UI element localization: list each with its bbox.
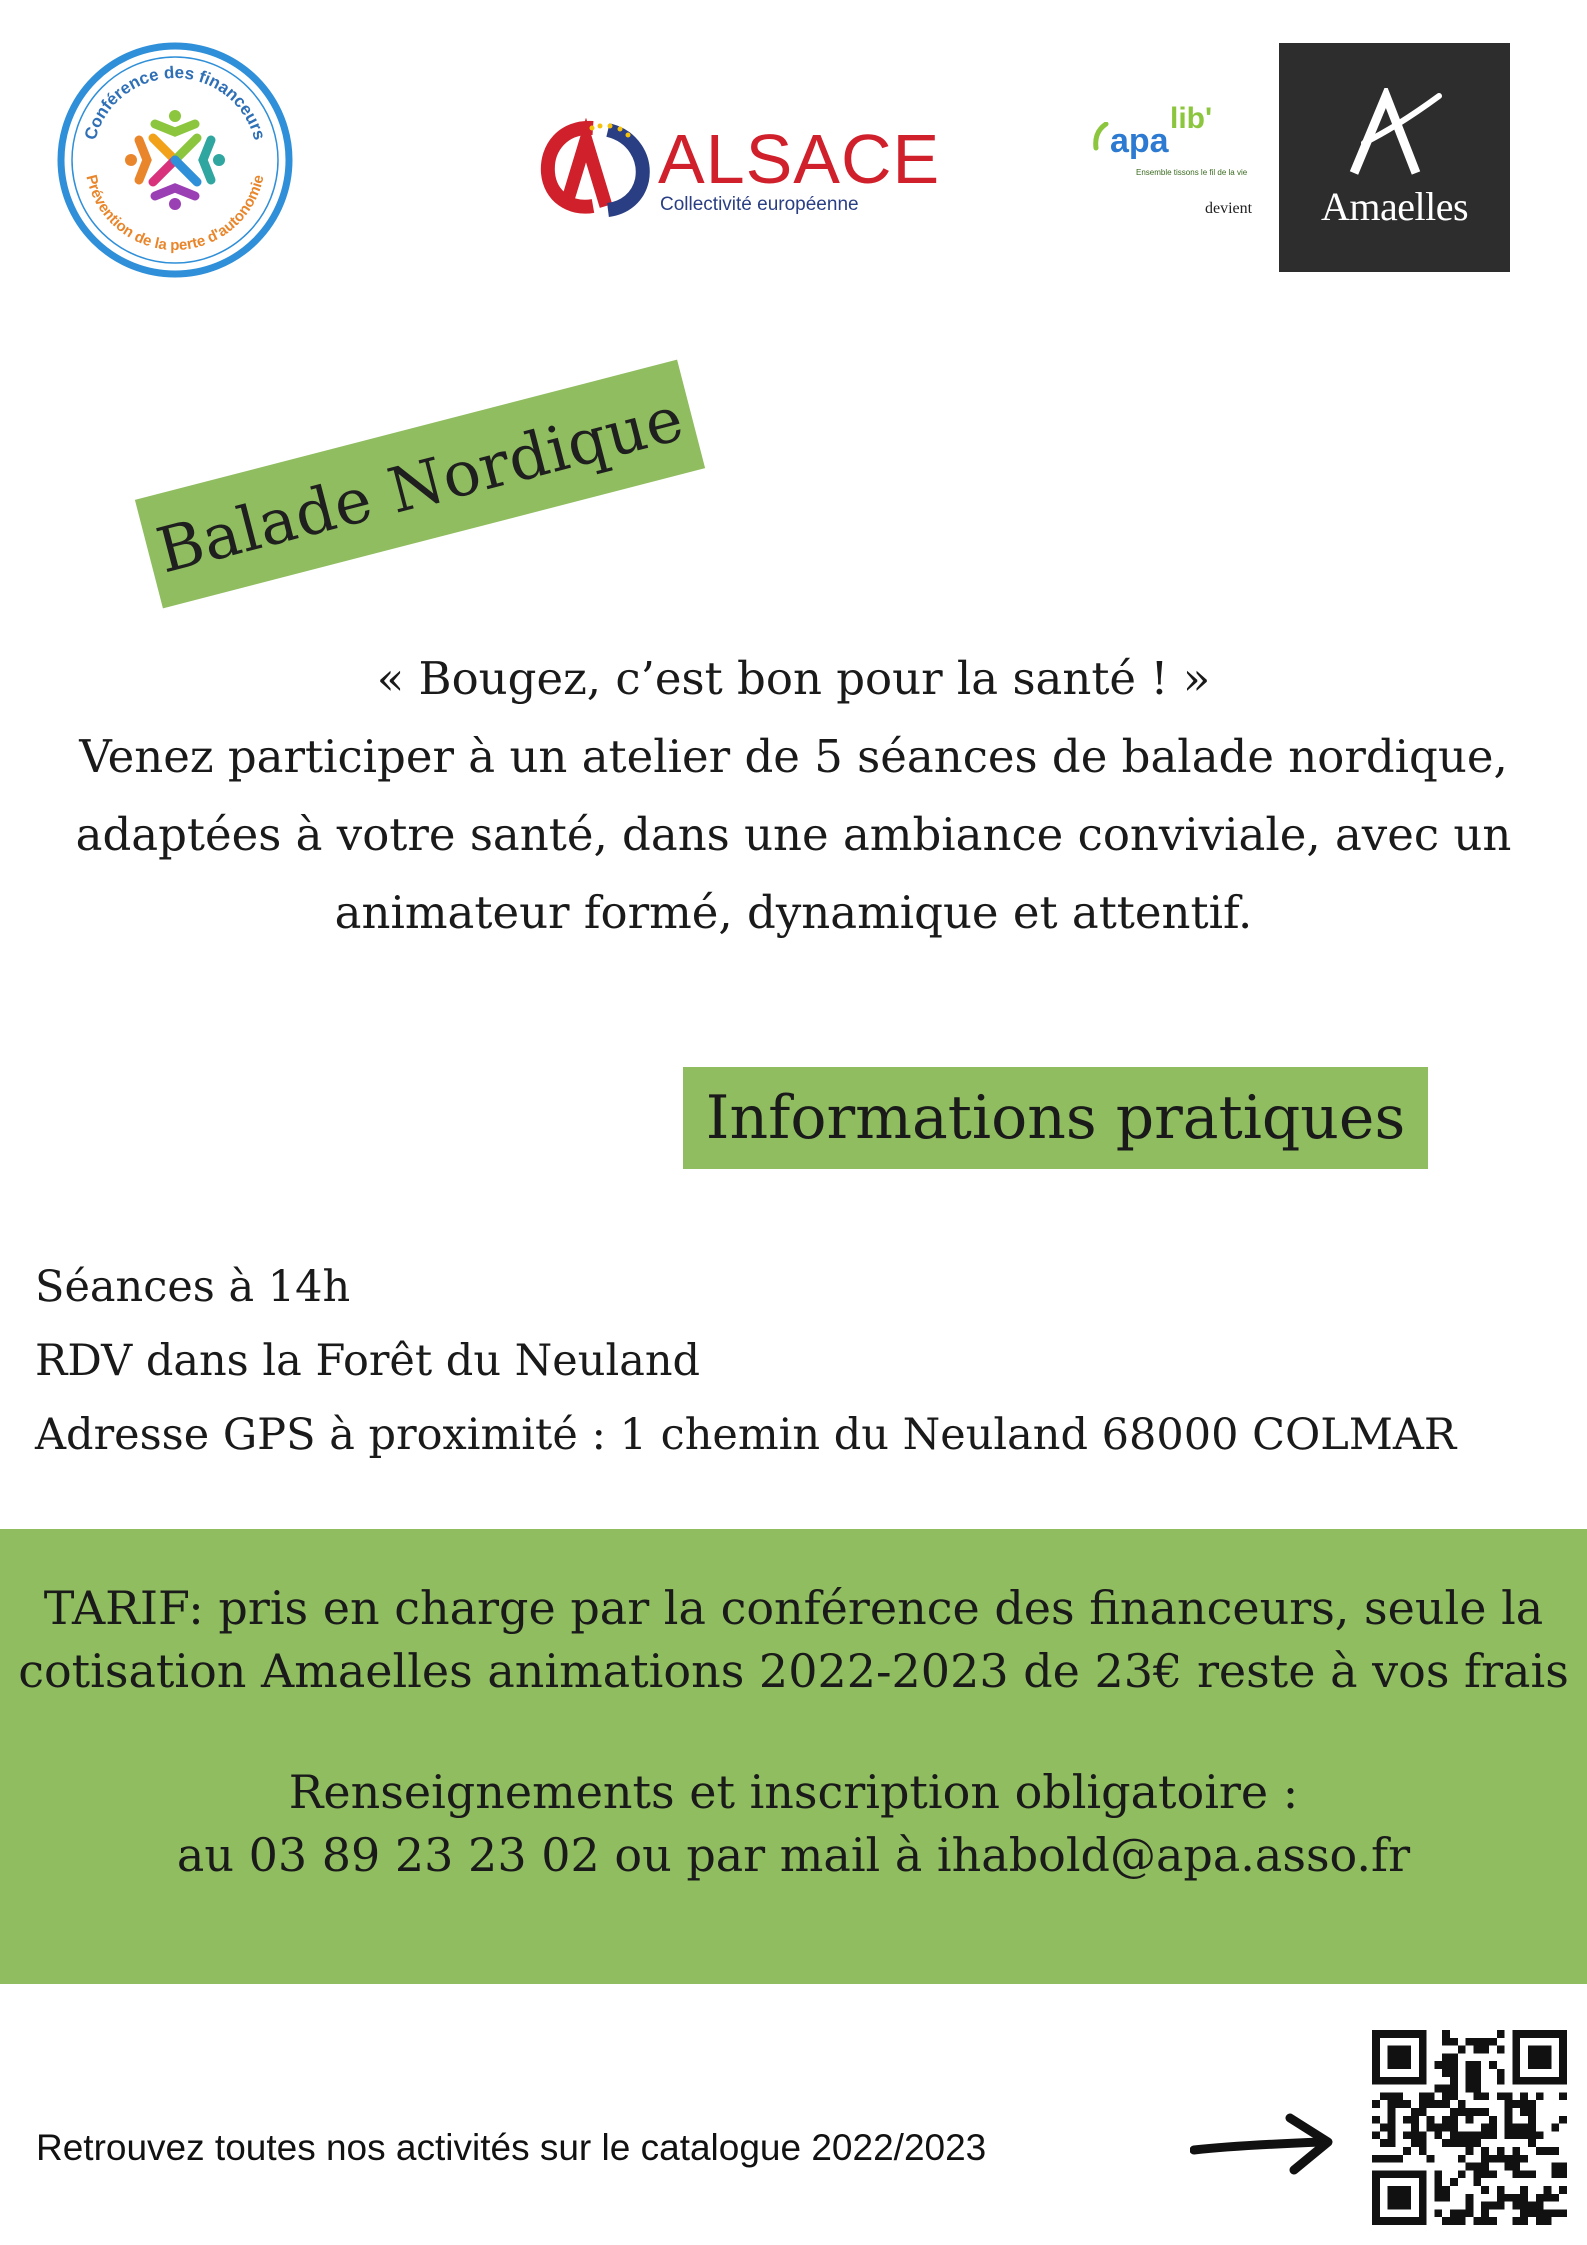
title-banner <box>135 360 705 609</box>
session-time: Séances à 14h <box>35 1262 351 1312</box>
apalib-apa-text: apa <box>1110 122 1169 160</box>
conference-top-text: Conférence des financeurs <box>80 62 270 143</box>
apalib-tagline: Ensemble tissons le fil de la vie <box>1136 168 1248 177</box>
intro-paragraph <box>60 640 1527 952</box>
practical-info <box>35 1250 1456 1472</box>
contact-block <box>0 1761 1587 1887</box>
tarif-block <box>0 1577 1587 1703</box>
intro-line: adaptées à votre santé, dans une ambiance conviviale, avec un <box>75 808 1512 861</box>
intro-line: animateur formé, dynamique et attentif. <box>334 886 1253 939</box>
qr-code-icon[interactable] <box>1372 2030 1567 2225</box>
intro-line: Venez participer à un atelier de 5 séances de balade nordique, <box>79 730 1508 783</box>
intro-slogan: « Bougez, c’est bon pour la santé ! » <box>376 652 1211 705</box>
amaelles-logo <box>1279 43 1510 272</box>
page-title: Balade Nordique <box>149 381 691 587</box>
tarif-line: TARIF: pris en charge par la conférence des financeurs, seule la <box>43 1581 1544 1635</box>
alsace-logo <box>538 118 941 228</box>
tarif-line: cotisation Amaelles animations 2022-2023 de 23€ reste à vos frais <box>18 1644 1569 1698</box>
apalib-lib-text: lib' <box>1170 102 1213 135</box>
contact-heading: Renseignements et inscription obligatoire : <box>288 1765 1299 1819</box>
conference-financeurs-logo <box>55 40 295 280</box>
arrow-right-icon <box>1190 2110 1340 2180</box>
alsace-emblem-icon <box>538 118 653 218</box>
apalib-swoosh-icon <box>1088 122 1112 152</box>
gps-address: Adresse GPS à proximité : 1 chemin du Neuland 68000 COLMAR <box>35 1410 1457 1460</box>
meeting-point: RDV dans la Forêt du Neuland <box>35 1336 701 1386</box>
amaelles-name: Amaelles <box>1320 184 1469 229</box>
alsace-subtitle: Collectivité européenne <box>660 194 859 215</box>
conference-logo-graphic <box>55 40 295 280</box>
apalib-logo <box>1088 102 1248 184</box>
info-heading: Informations pratiques <box>683 1067 1428 1169</box>
catalogue-link-text: Retrouvez toutes nos activités sur le catalogue 2022/2023 <box>36 2127 987 2168</box>
conference-bottom-text: Prévention de la perte d'autonomie <box>82 173 268 255</box>
contact-details: au 03 89 23 23 02 ou par mail à ihabold@apa.asso.fr <box>176 1828 1411 1882</box>
alsace-name: ALSACE <box>658 120 941 198</box>
amaelles-a-icon <box>1344 88 1444 178</box>
devient-label: devient <box>1205 200 1253 217</box>
pricing-contact-band <box>0 1529 1587 1984</box>
